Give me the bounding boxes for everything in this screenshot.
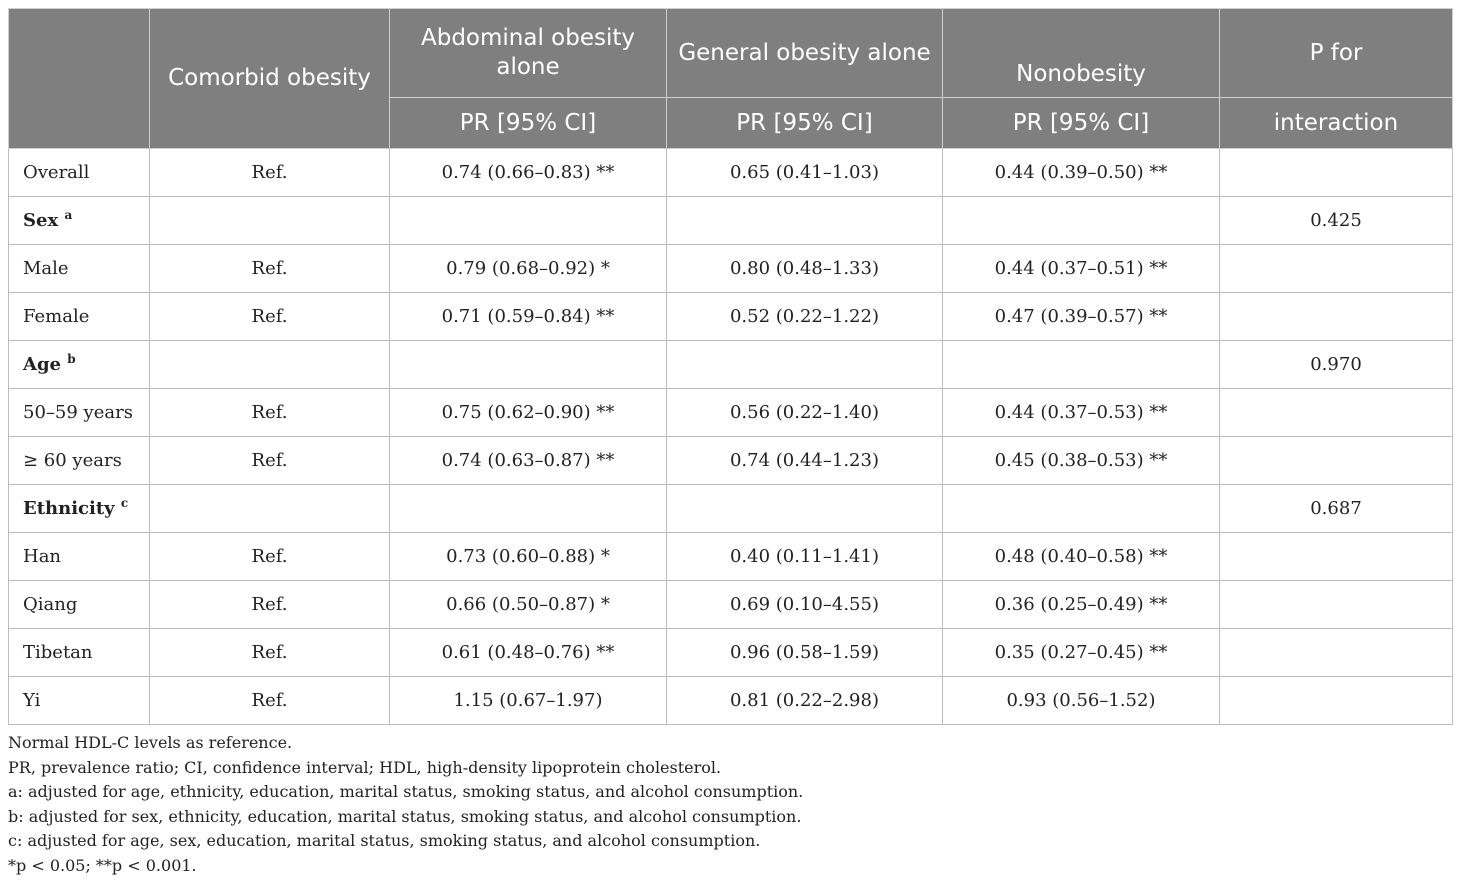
cell-nonobesity: 0.48 (0.40–0.58) ** bbox=[943, 533, 1220, 581]
cell-nonobesity: 0.44 (0.39–0.50) ** bbox=[943, 149, 1220, 197]
table-header bbox=[9, 9, 1453, 149]
cell-general bbox=[667, 341, 943, 389]
row-label bbox=[9, 245, 150, 293]
cell-abdominal: 0.66 (0.50–0.87) * bbox=[390, 581, 667, 629]
footnote-line: PR, prevalence ratio; CI, confidence interval; HDL, high-density lipoprotein cholesterol. bbox=[8, 757, 722, 777]
row-label-text: ≥ 60 years bbox=[23, 450, 122, 471]
table-row bbox=[9, 389, 1453, 437]
cell-nonobesity: 0.44 (0.37–0.51) ** bbox=[943, 245, 1220, 293]
row-label bbox=[9, 389, 150, 437]
cell-comorbid: Ref. bbox=[150, 629, 390, 677]
header-general-pr: PR [95% CI] bbox=[667, 98, 943, 149]
cell-nonobesity bbox=[943, 341, 1220, 389]
row-label-text: Ethnicity bbox=[23, 498, 115, 519]
table-container bbox=[8, 8, 1452, 878]
row-label-text: Sex bbox=[23, 210, 59, 231]
cell-nonobesity bbox=[943, 485, 1220, 533]
cell-comorbid: Ref. bbox=[150, 581, 390, 629]
table-row bbox=[9, 485, 1453, 533]
table-footnotes bbox=[8, 731, 1452, 878]
cell-nonobesity: 0.45 (0.38–0.53) ** bbox=[943, 437, 1220, 485]
cell-general bbox=[667, 197, 943, 245]
header-row-1 bbox=[9, 9, 1453, 98]
cell-p bbox=[1220, 437, 1453, 485]
cell-nonobesity: 0.47 (0.39–0.57) ** bbox=[943, 293, 1220, 341]
row-label-text: 50–59 years bbox=[23, 402, 133, 423]
row-label-text: Qiang bbox=[23, 594, 78, 615]
row-label bbox=[9, 677, 150, 725]
cell-abdominal: 0.61 (0.48–0.76) ** bbox=[390, 629, 667, 677]
footnote-marker: c bbox=[120, 496, 129, 510]
cell-comorbid: Ref. bbox=[150, 437, 390, 485]
cell-abdominal: 0.74 (0.66–0.83) ** bbox=[390, 149, 667, 197]
cell-nonobesity: 0.35 (0.27–0.45) ** bbox=[943, 629, 1220, 677]
cell-p bbox=[1220, 629, 1453, 677]
cell-abdominal: 0.75 (0.62–0.90) ** bbox=[390, 389, 667, 437]
cell-p bbox=[1220, 389, 1453, 437]
header-p-for: P for bbox=[1220, 9, 1453, 98]
footnote-line: a: adjusted for age, ethnicity, education, marital status, smoking status, and alcohol consumption. bbox=[8, 782, 804, 801]
row-label bbox=[9, 533, 150, 581]
table-row bbox=[9, 629, 1453, 677]
table-row bbox=[9, 533, 1453, 581]
row-label bbox=[9, 149, 150, 197]
header-nonobesity-pr: PR [95% CI] bbox=[943, 98, 1220, 149]
cell-comorbid: Ref. bbox=[150, 533, 390, 581]
header-abdominal-obesity: Abdominal obesity alone bbox=[390, 9, 667, 98]
cell-abdominal: 0.74 (0.63–0.87) ** bbox=[390, 437, 667, 485]
footnote-line: *p < 0.05; **p < 0.001. bbox=[8, 855, 197, 875]
cell-general: 0.74 (0.44–1.23) bbox=[667, 437, 943, 485]
cell-general bbox=[667, 485, 943, 533]
table-body bbox=[9, 149, 1453, 725]
row-label-text: Female bbox=[23, 306, 90, 327]
cell-p bbox=[1220, 293, 1453, 341]
table-row bbox=[9, 341, 1453, 389]
table-row bbox=[9, 245, 1453, 293]
row-label-text: Overall bbox=[23, 162, 90, 183]
cell-comorbid bbox=[150, 197, 390, 245]
cell-abdominal bbox=[390, 341, 667, 389]
row-label bbox=[9, 197, 150, 245]
row-label bbox=[9, 341, 150, 389]
cell-comorbid bbox=[150, 341, 390, 389]
cell-p: 0.425 bbox=[1220, 197, 1453, 245]
header-comorbid-obesity: Comorbid obesity bbox=[150, 9, 390, 149]
header-general-obesity: General obesity alone bbox=[667, 9, 943, 98]
row-label bbox=[9, 437, 150, 485]
cell-p bbox=[1220, 245, 1453, 293]
cell-p bbox=[1220, 677, 1453, 725]
cell-abdominal: 0.79 (0.68–0.92) * bbox=[390, 245, 667, 293]
cell-p bbox=[1220, 581, 1453, 629]
row-label bbox=[9, 293, 150, 341]
row-label bbox=[9, 629, 150, 677]
header-blank bbox=[9, 9, 150, 149]
cell-comorbid: Ref. bbox=[150, 245, 390, 293]
cell-general: 0.81 (0.22–2.98) bbox=[667, 677, 943, 725]
table-row bbox=[9, 677, 1453, 725]
cell-p: 0.970 bbox=[1220, 341, 1453, 389]
footnote-marker: b bbox=[67, 352, 76, 366]
row-label bbox=[9, 485, 150, 533]
cell-abdominal bbox=[390, 197, 667, 245]
row-label-text: Han bbox=[23, 546, 62, 567]
cell-p bbox=[1220, 149, 1453, 197]
footnote-line: Normal HDL-C levels as reference. bbox=[8, 733, 293, 752]
cell-general: 0.52 (0.22–1.22) bbox=[667, 293, 943, 341]
cell-general: 0.65 (0.41–1.03) bbox=[667, 149, 943, 197]
cell-p bbox=[1220, 533, 1453, 581]
header-interaction: interaction bbox=[1220, 98, 1453, 149]
cell-comorbid: Ref. bbox=[150, 389, 390, 437]
table-row bbox=[9, 437, 1453, 485]
cell-nonobesity bbox=[943, 197, 1220, 245]
cell-general: 0.56 (0.22–1.40) bbox=[667, 389, 943, 437]
table-row bbox=[9, 197, 1453, 245]
row-label-text: Male bbox=[23, 258, 69, 279]
cell-abdominal: 0.73 (0.60–0.88) * bbox=[390, 533, 667, 581]
cell-nonobesity: 0.93 (0.56–1.52) bbox=[943, 677, 1220, 725]
table-row bbox=[9, 581, 1453, 629]
row-label bbox=[9, 581, 150, 629]
cell-comorbid: Ref. bbox=[150, 149, 390, 197]
results-table bbox=[8, 8, 1453, 725]
cell-general: 0.96 (0.58–1.59) bbox=[667, 629, 943, 677]
header-abdominal-pr: PR [95% CI] bbox=[390, 98, 667, 149]
row-label-text: Age bbox=[23, 354, 62, 375]
table-row bbox=[9, 293, 1453, 341]
cell-general: 0.40 (0.11–1.41) bbox=[667, 533, 943, 581]
cell-general: 0.80 (0.48–1.33) bbox=[667, 245, 943, 293]
cell-abdominal bbox=[390, 485, 667, 533]
footnote-line: c: adjusted for age, sex, education, marital status, smoking status, and alcohol consumption. bbox=[8, 831, 761, 850]
cell-comorbid bbox=[150, 485, 390, 533]
cell-comorbid: Ref. bbox=[150, 677, 390, 725]
footnote-line: b: adjusted for sex, ethnicity, education, marital status, smoking status, and alcohol consumption. bbox=[8, 806, 802, 826]
cell-abdominal: 0.71 (0.59–0.84) ** bbox=[390, 293, 667, 341]
cell-nonobesity: 0.44 (0.37–0.53) ** bbox=[943, 389, 1220, 437]
cell-abdominal: 1.15 (0.67–1.97) bbox=[390, 677, 667, 725]
header-nonobesity: Nonobesity bbox=[943, 9, 1220, 98]
cell-comorbid: Ref. bbox=[150, 293, 390, 341]
footnote-marker: a bbox=[64, 208, 73, 222]
table-row bbox=[9, 149, 1453, 197]
cell-general: 0.69 (0.10–4.55) bbox=[667, 581, 943, 629]
row-label-text: Yi bbox=[23, 690, 41, 711]
row-label-text: Tibetan bbox=[23, 642, 93, 663]
cell-p: 0.687 bbox=[1220, 485, 1453, 533]
cell-nonobesity: 0.36 (0.25–0.49) ** bbox=[943, 581, 1220, 629]
